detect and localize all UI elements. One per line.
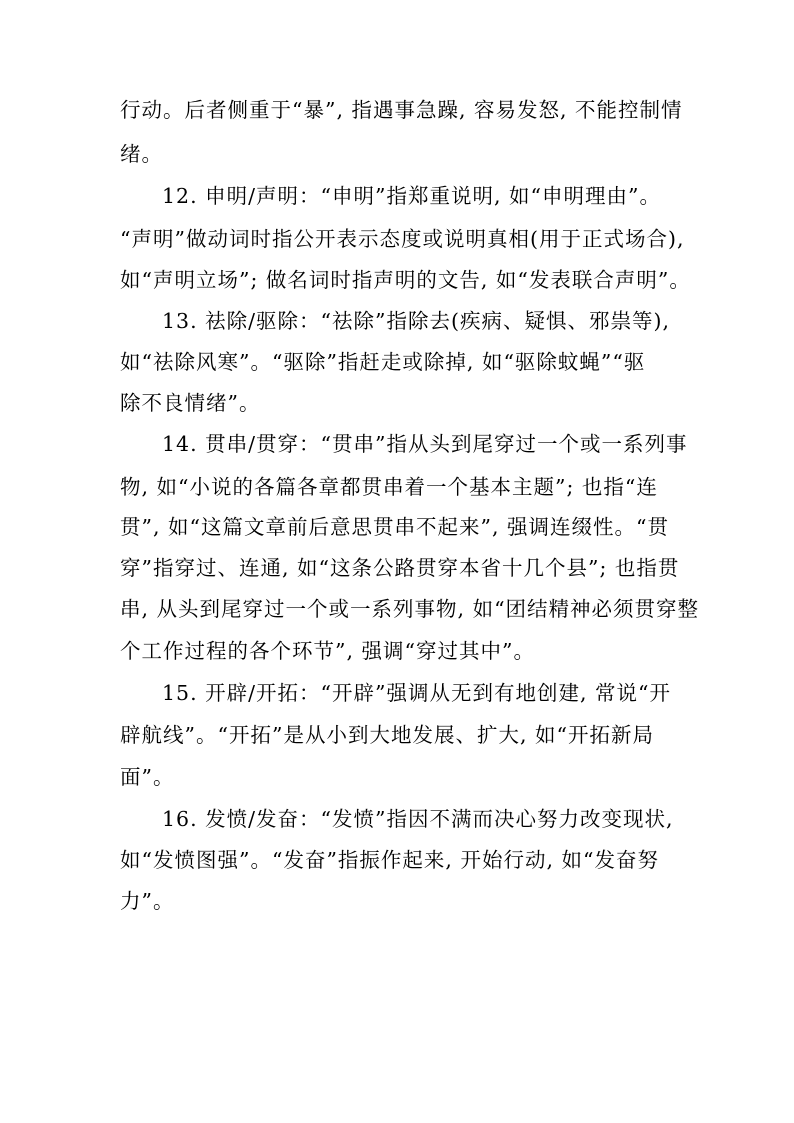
text-line: 16. 发愤/发奋：“发愤”指因不满而决心努力改变现状, bbox=[162, 807, 674, 831]
text-line: 如“祛除风寒”。“驱除”指赶走或除掉, 如“驱除蚊蝇”“驱 bbox=[120, 350, 646, 374]
text-line: 绪。 bbox=[120, 142, 163, 166]
text-line: 个工作过程的各个环节”, 强调“穿过其中”。 bbox=[120, 639, 535, 663]
text-line: 串, 从头到尾穿过一个或一系列事物, 如“团结精神必须贯穿整 bbox=[120, 597, 700, 621]
text-line: 15. 开辟/开拓：“开辟”强调从无到有地创建, 常说“开 bbox=[162, 681, 671, 705]
text-line: “声明”做动词时指公开表示态度或说明真相(用于正式场合), bbox=[120, 227, 685, 251]
text-line: 如“声明立场”; 做名词时指声明的文告, 如“发表联合声明”。 bbox=[120, 268, 691, 292]
text-line: 如“发愤图强”。“发奋”指振作起来, 开始行动, 如“发奋努 bbox=[120, 848, 659, 872]
text-line: 贯”, 如“这篇文章前后意思贯串不起来”, 强调连缀性。“贯 bbox=[120, 515, 669, 539]
text-line: 物, 如“小说的各篇各章都贯串着一个基本主题”; 也指“连 bbox=[120, 475, 658, 499]
text-line: 面”。 bbox=[120, 765, 175, 789]
text-line: 力”。 bbox=[120, 889, 175, 913]
text-line: 除不良情绪”。 bbox=[120, 391, 261, 415]
text-line: 辟航线”。“开拓”是从小到大地发展、扩大, 如“开拓新局 bbox=[120, 723, 654, 747]
text-line: 穿”指穿过、连通, 如“这条公路贯穿本省十几个县”; 也指贯 bbox=[120, 556, 680, 580]
text-line: 14. 贯串/贯穿：“贯串”指从头到尾穿过一个或一系列事 bbox=[162, 432, 688, 456]
text-line: 行动。后者侧重于“暴”, 指遇事急躁, 容易发怒, 不能控制情 bbox=[120, 98, 683, 122]
text-line: 13. 祛除/驱除：“祛除”指除去(疾病、疑惧、邪祟等), bbox=[162, 309, 670, 333]
text-line: 12. 申明/声明：“申明”指郑重说明, 如“申明理由”。 bbox=[162, 184, 661, 208]
